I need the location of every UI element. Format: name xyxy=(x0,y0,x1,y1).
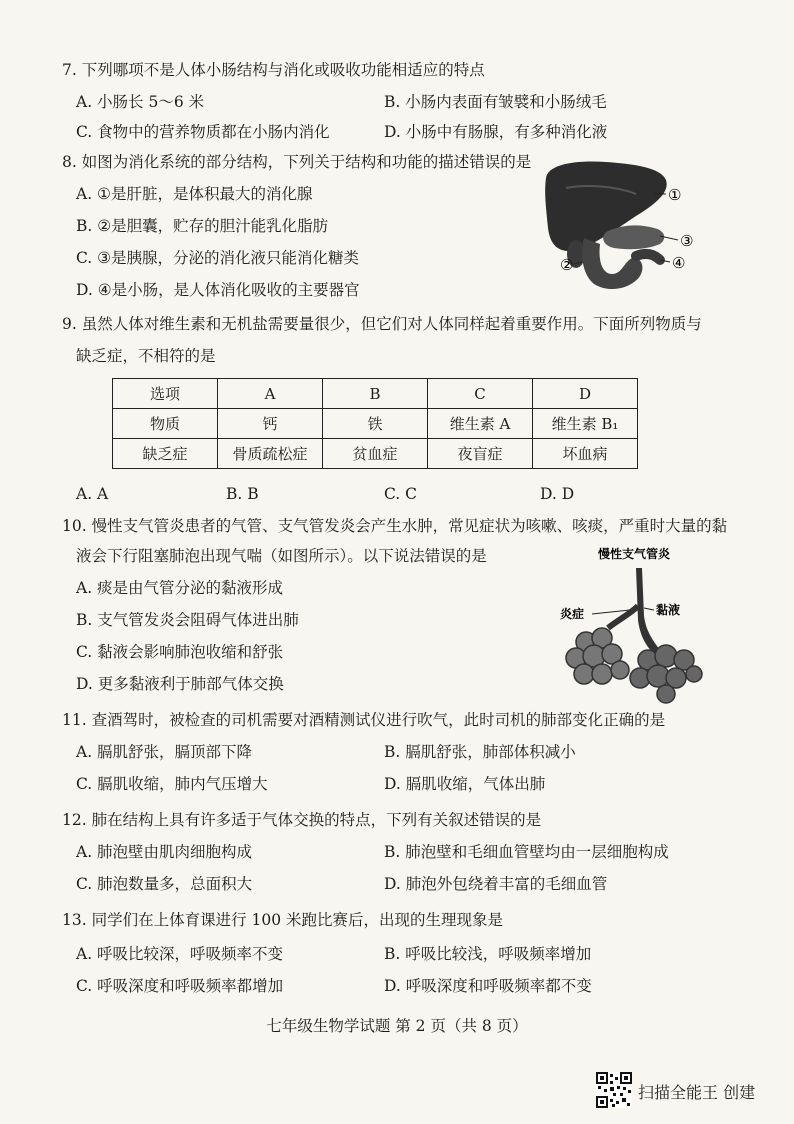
alveoli-cluster-right xyxy=(630,645,702,703)
table-cell: D xyxy=(533,379,638,409)
table-cell: 维生素 A xyxy=(428,409,533,439)
q10-stem-line1: 10. 慢性支气管炎患者的气管、支气管发炎会产生水肿，常见症状为咳嗽、咳痰，严重时大量的黏 xyxy=(62,517,728,535)
q8-option-b: B. ②是胆囊，贮存的胆汁能乳化脂肪 xyxy=(76,217,329,235)
fig-label-3: ③ xyxy=(680,232,694,250)
q7-option-d: D. 小肠中有肠腺，有多种消化液 xyxy=(384,123,608,141)
q11-option-a: A. 膈肌舒张，膈顶部下降 xyxy=(76,743,253,761)
q7-stem: 7. 下列哪项不是人体小肠结构与消化或吸收功能相适应的特点 xyxy=(62,61,485,79)
qr-code-icon xyxy=(596,1072,632,1108)
q11-option-d: D. 膈肌收缩，气体出肺 xyxy=(384,775,546,793)
q9-stem-line2: 缺乏症，不相符的是 xyxy=(76,347,216,365)
q8-option-a: A. ①是肝脏，是体积最大的消化腺 xyxy=(76,185,313,203)
table-row xyxy=(113,409,638,439)
table-row xyxy=(113,439,638,469)
table-cell: 选项 xyxy=(113,379,218,409)
table-cell: 铁 xyxy=(323,409,428,439)
q10-option-a: A. 痰是由气管分泌的黏液形成 xyxy=(76,579,284,597)
table-cell: 坏血病 xyxy=(533,439,638,469)
table-cell: 物质 xyxy=(113,409,218,439)
q9-option-c: C. C xyxy=(384,485,418,503)
q10-option-d: D. 更多黏液利于肺部气体交换 xyxy=(76,675,284,693)
q10-option-c: C. 黏液会影响肺泡收缩和舒张 xyxy=(76,643,284,661)
q13-option-b: B. 呼吸比较浅，呼吸频率增加 xyxy=(384,945,592,963)
q10-option-b: B. 支气管发炎会阻碍气体进出肺 xyxy=(76,611,299,629)
fig-label-inflammation: 炎症 xyxy=(560,607,585,621)
bronchitis-figure xyxy=(556,546,706,706)
table-cell: 缺乏症 xyxy=(113,439,218,469)
q9-option-d: D. D xyxy=(540,485,575,503)
scanner-watermark: 扫描全能王 创建 xyxy=(638,1083,756,1102)
q12-option-c: C. 肺泡数量多，总面积大 xyxy=(76,875,253,893)
q11-option-c: C. 膈肌收缩，肺内气压增大 xyxy=(76,775,268,793)
q13-stem: 13. 同学们在上体育课进行 100 米跑比赛后，出现的生理现象是 xyxy=(62,911,504,929)
fig-label-2: ② xyxy=(560,256,574,274)
table-row xyxy=(113,379,638,409)
q9-table xyxy=(112,378,638,469)
q7-option-b: B. 小肠内表面有皱襞和小肠绒毛 xyxy=(384,93,607,111)
q13-option-d: D. 呼吸深度和呼吸频率都不变 xyxy=(384,977,592,995)
q8-stem: 8. 如图为消化系统的部分结构，下列关于结构和功能的描述错误的是 xyxy=(62,153,532,171)
q12-option-d: D. 肺泡外包绕着丰富的毛细血管 xyxy=(384,875,608,893)
digestive-system-figure xyxy=(536,158,696,298)
q9-option-b: B. B xyxy=(226,485,259,503)
q11-option-b: B. 膈肌舒张，肺部体积减小 xyxy=(384,743,576,761)
table-cell: A xyxy=(218,379,323,409)
q7-option-c: C. 食物中的营养物质都在小肠内消化 xyxy=(76,123,330,141)
q9-option-a: A. A xyxy=(76,485,109,503)
q8-option-c: C. ③是胰腺，分泌的消化液只能消化糖类 xyxy=(76,249,360,267)
table-cell: 维生素 B₁ xyxy=(533,409,638,439)
table-cell: B xyxy=(323,379,428,409)
q9-stem-line1: 9. 虽然人体对维生素和无机盐需要量很少，但它们对人体同样起着重要作用。下面所列物质与 xyxy=(62,315,702,333)
q13-option-a: A. 呼吸比较深，呼吸频率不变 xyxy=(76,945,284,963)
q7-option-a: A. 小肠长 5～6 米 xyxy=(76,93,205,111)
table-cell: 贫血症 xyxy=(323,439,428,469)
fig-label-1: ① xyxy=(668,186,682,204)
q12-stem: 12. 肺在结构上具有许多适于气体交换的特点，下列有关叙述错误的是 xyxy=(62,811,542,829)
table-cell: 钙 xyxy=(218,409,323,439)
q10-stem-line2: 液会下行阻塞肺泡出现气喘（如图所示）。以下说法错误的是 xyxy=(76,547,487,565)
fig-label-4: ④ xyxy=(672,254,686,272)
intestine-shape xyxy=(636,254,660,260)
q11-stem: 11. 查酒驾时，被检查的司机需要对酒精测试仪进行吹气，此时司机的肺部变化正确的是 xyxy=(62,711,666,729)
table-cell: 骨质疏松症 xyxy=(218,439,323,469)
alveoli-cluster-left xyxy=(566,628,629,684)
page-footer: 七年级生物学试题 第 2 页（共 8 页） xyxy=(266,1017,528,1035)
q12-option-b: B. 肺泡壁和毛细血管壁均由一层细胞构成 xyxy=(384,843,669,861)
fig-title: 慢性支气管炎 xyxy=(598,547,671,561)
table-cell: 夜盲症 xyxy=(428,439,533,469)
q12-option-a: A. 肺泡壁由肌肉细胞构成 xyxy=(76,843,253,861)
q8-option-d: D. ④是小肠，是人体消化吸收的主要器官 xyxy=(76,281,360,299)
table-cell: C xyxy=(428,379,533,409)
q13-option-c: C. 呼吸深度和呼吸频率都增加 xyxy=(76,977,284,995)
bronchiole-shape xyxy=(608,606,638,628)
fig-label-mucus: 黏液 xyxy=(656,603,681,617)
